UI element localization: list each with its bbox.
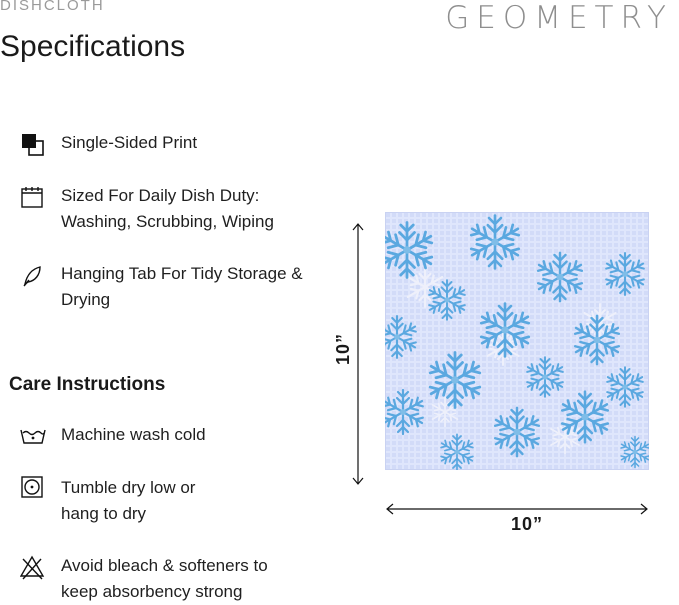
care-text: Tumble dry low or hang to dry [61, 478, 196, 523]
hanging-tab-icon [20, 263, 46, 289]
calendar-icon [20, 185, 46, 211]
two-squares-icon [20, 132, 46, 158]
spec-text: Hanging Tab For Tidy Storage & Drying [61, 264, 303, 309]
dishcloth-product-image [385, 212, 649, 470]
care-instructions-title: Care Instructions [9, 374, 166, 395]
spec-text: Sized For Daily Dish Duty: Washing, Scrubbing, Wiping [61, 186, 274, 231]
machine-wash-cold-icon [20, 424, 46, 450]
spec-text: Single-Sided Print [61, 133, 198, 152]
page-title: Specifications [0, 30, 186, 63]
care-text: Machine wash cold [61, 425, 206, 444]
care-text: Avoid bleach & softeners to keep absorbency strong [61, 556, 268, 601]
width-dimension-label: 10” [510, 514, 544, 534]
height-dimension-label: 10” [333, 332, 353, 365]
eyebrow-label: DISHCLOTH [0, 0, 105, 14]
brand-logo: GEOMETRY [445, 0, 673, 36]
tumble-dry-low-icon [20, 475, 46, 501]
do-not-bleach-icon [20, 555, 46, 581]
